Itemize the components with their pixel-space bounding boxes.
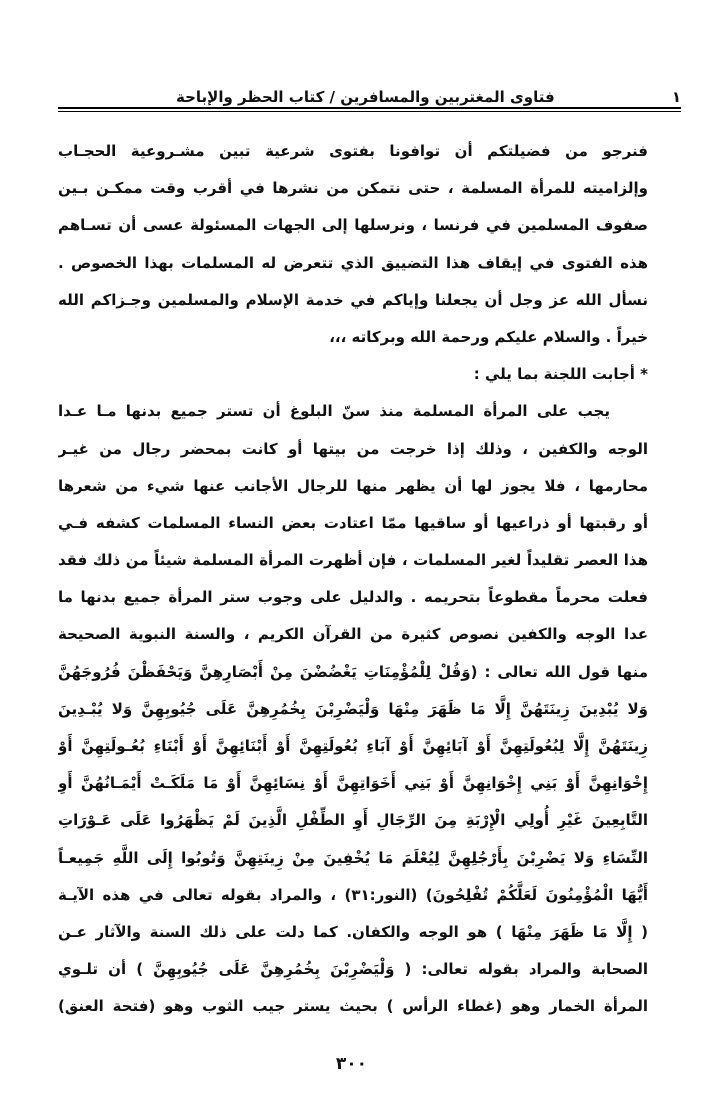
- text-line: إِخْوَانِهِنَّ أَوْ بَنِي إِخْوَانِهِنَّ أَوْ بَنِي أَخَوَاتِهِنَّ أَوْ نِسَائِهِنَّ أَوْ مَا مَلَكَـتْ أَيْمَـانُهُنَّ أَوِ: [58, 774, 648, 793]
- header-rule-thin: [58, 111, 681, 112]
- text-line: المرأة الخمار وهو (غطاء الرأس ) بحيث يستر جيب الثوب وهو (فتحة العنق): [58, 997, 648, 1016]
- text-line: نسأل الله عز وجل أن يجعلنا وإياكم في خدمة الإسلام والمسلمين وجـزاكم الله: [58, 290, 648, 309]
- text-line: هذا العصر تقليداً لغير المسلمات ، فإن أظهرت المرأة المسلمة شيئاً من ذلك فقد: [58, 551, 648, 570]
- text-line: صفوف المسلمين في فرنسا ، ونرسلها إلى الجهات المسئولة عسى أن تسـاهم: [58, 216, 648, 235]
- text-line: التَّابِعِينَ غَيْرِ أُولِي الْإِرْبَةِ مِنَ الرِّجَالِ أَوِ الطِّفْلِ الَّذِينَ لَمْ يَظْهَرُوا عَلَى عَـوْرَاتِ: [58, 811, 648, 830]
- header-rule: [58, 107, 681, 109]
- text-line: يجب على المرأة المسلمة منذ سنّ البلوغ أن تستر جميع بدنها مـا عـدا: [58, 402, 610, 421]
- header-page-marker: ١: [671, 88, 681, 106]
- text-line: محارمها ، فلا يجوز لها أن يظهر منها للرجال الأجانب عنها شيء من شعرها: [58, 476, 648, 495]
- text-line: وإلزاميته للمرأة المسلمة ، حتى نتمكن من نشرها في أقرب وقت ممكـن بـين: [58, 179, 648, 198]
- text-line: منها قول الله تعالى : (وَقُلْ لِلْمُؤْمِنَاتِ يَغْضُضْنَ مِنْ أَبْصَارِهِنَّ وَيَحْفَظْنَ فُرُوجَهُنَّ: [58, 662, 648, 681]
- text-line: النِّسَاءِ وَلا يَضْرِبْنَ بِأَرْجُلِهِنَّ لِيُعْلَمَ مَا يُخْفِينَ مِنْ زِينَتِهِنَّ وَتُوبُوا إِلَى اللَّهِ جَمِيعـاً: [58, 848, 648, 867]
- header-title: فتاوى المغتربين والمسافرين / كتاب الحظر والإباحة: [176, 88, 555, 106]
- text-line: أو رقبتها أو ذراعيها أو ساقيها ممّا اعتادت بعض النساء المسلمات كشفه فـي: [58, 513, 648, 532]
- running-header: [58, 84, 681, 106]
- text-line: عدا الوجه والكفين نصوص كثيرة من القرآن الكريم ، والسنة النبوية الصحيحة: [58, 625, 648, 644]
- text-line: أَيُّهَا الْمُؤْمِنُونَ لَعَلَّكُمْ تُفْلِحُونَ) (النور:٣١) ، والمراد بقوله تعالى في هذه الآيـة: [58, 885, 648, 904]
- text-line: وَلا يُبْدِينَ زِينَتَهُنَّ إِلَّا مَا ظَهَرَ مِنْهَا وَلْيَضْرِبْنَ بِخُمُرِهِنَّ عَلَى جُيُوبِهِنَّ وَلا يُبْـدِينَ: [58, 699, 648, 718]
- text-line: الوجه والكفين ، وذلك إذا خرجت من بيتها أو كانت بمحضر رجال من غيـر: [58, 439, 648, 458]
- text-line: فنرجو من فضيلتكم أن توافونا بفتوى شرعية تبين مشـروعية الحجـاب: [58, 142, 648, 160]
- text-line: فعلت محرماً مقطوعاً بتحريمه . والدليل على وجوب ستر المرأة جميع بدنها ما: [58, 588, 648, 607]
- section-heading: * أجابت اللجنة بما يلي :: [473, 365, 648, 384]
- text-line: خيراً . والسلام عليكم ورحمة الله وبركاته ،،،: [329, 327, 648, 346]
- text-line: هذه الفتوى في إيقاف هذا التضييق الذي تتعرض له المسلمات بهذا الخصوص .: [58, 253, 648, 272]
- text-line: الصحابة والمراد بقوله تعالى: ( وَلْيَضْرِبْنَ بِخُمُرِهِنَّ عَلَى جُيُوبِهِنَّ ) أن تلـوي: [58, 960, 648, 979]
- text-line: زِينَتَهُنَّ إِلَّا لِبُعُولَتِهِنَّ أَوْ آبَائِهِنَّ أَوْ آبَاءِ بُعُولَتِهِنَّ أَوْ أَبْنَائِهِنَّ أَوْ أَبْنَاءِ بُعُـولَتِهِنَّ أَوْ: [58, 737, 648, 755]
- body-text: [58, 133, 648, 1026]
- text-line: ( إِلَّا مَا ظَهَرَ مِنْهَا ) هو الوجه والكفان. كما دلت على ذلك السنة والآثار عـن: [58, 922, 648, 941]
- page-number: ٣٠٠: [335, 1054, 368, 1074]
